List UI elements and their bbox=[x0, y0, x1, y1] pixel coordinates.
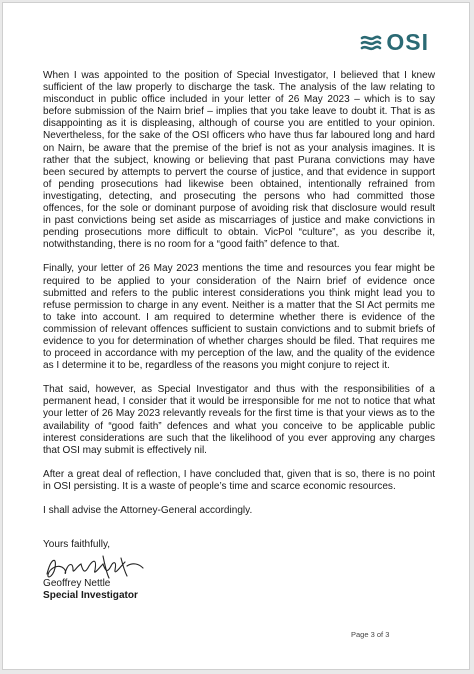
closing-salutation: Yours faithfully, bbox=[43, 539, 111, 550]
paragraph-3: That said, however, as Special Investigator and thus with the responsibilities of a permanent head, I consider that it would be irresponsible for me not to notice that what your letter of 26 May 2023 relevantly reveals for the first time is that your views as to the availability of “good faith” defences and what you conceive to be applicable public interest considerations are such that the likelihood of you ever approving any charges that OSI may submit is effectively nil. bbox=[43, 384, 435, 456]
letter-page bbox=[2, 2, 470, 670]
osi-wave-mark-icon bbox=[360, 34, 382, 52]
logo-text: OSI bbox=[386, 29, 429, 55]
paragraph-5: I shall advise the Attorney-General accordingly. bbox=[43, 505, 253, 516]
paragraph-2: Finally, your letter of 26 May 2023 mentions the time and resources you fear might be required to be applied to your consideration of the Nairn brief of evidence once submitted and refers to the public interest considerations you think might lead you to refuse permission to charge in any event. Neither is a matter that the SI Act permits me to take into account. I am required to determine whether there is evidence of the commission of relevant offences sufficient to sustain convictions and to submit briefs of evidence to you for determination of whether charges should be filed. That requires me to proceed in accordance with my perception of the law, and the quality of the evidence as I determine it to be, regardless of the reasons you might conjure to reject it. bbox=[43, 263, 435, 372]
signatory-name: Geoffrey Nettle bbox=[43, 578, 111, 589]
paragraph-1: When I was appointed to the position of Special Investigator, I believed that I knew sufficient of the law properly to discharge the task. The analysis of the law relating to misconduct in public office included in your letter of 26 May 2023 – which is to say before submission of the Nairn brief – implies that you take leave to doubt it. That is as disappointing as it is displeasing, although of course you are entitled to your opinion. Nevertheless, for the sake of the OSI officers who have thus far laboured long and hard on Nairn, be aware that the premise of the brief is not as your analysis imagines. It is rather that the subject, knowing or believing that past Purana convictions may have been secured by attempts to pervert the course of justice, and that evidence in support of pending prosecutions had likewise been obtained, intentionally refrained from investigating, detecting, and prosecuting the persons who had committed those offences, for the sole or dominant purpose of avoiding risk that disclosure would result in past convictions being set aside as miscarriages of justice and make convictions in pending prosecutions more difficult to obtain. VicPol “culture”, as you describe it, notwithstanding, there is no room for a “good faith” defence to that. bbox=[43, 70, 435, 251]
paragraph-4: After a great deal of reflection, I have concluded that, given that is so, there is no point in OSI persisting. It is a waste of people’s time and scarce economic resources. bbox=[43, 468, 435, 492]
letter-body bbox=[43, 70, 435, 529]
osi-logo bbox=[360, 31, 429, 54]
signatory-title: Special Investigator bbox=[43, 590, 138, 601]
page-number: Page 3 of 3 bbox=[351, 630, 390, 639]
